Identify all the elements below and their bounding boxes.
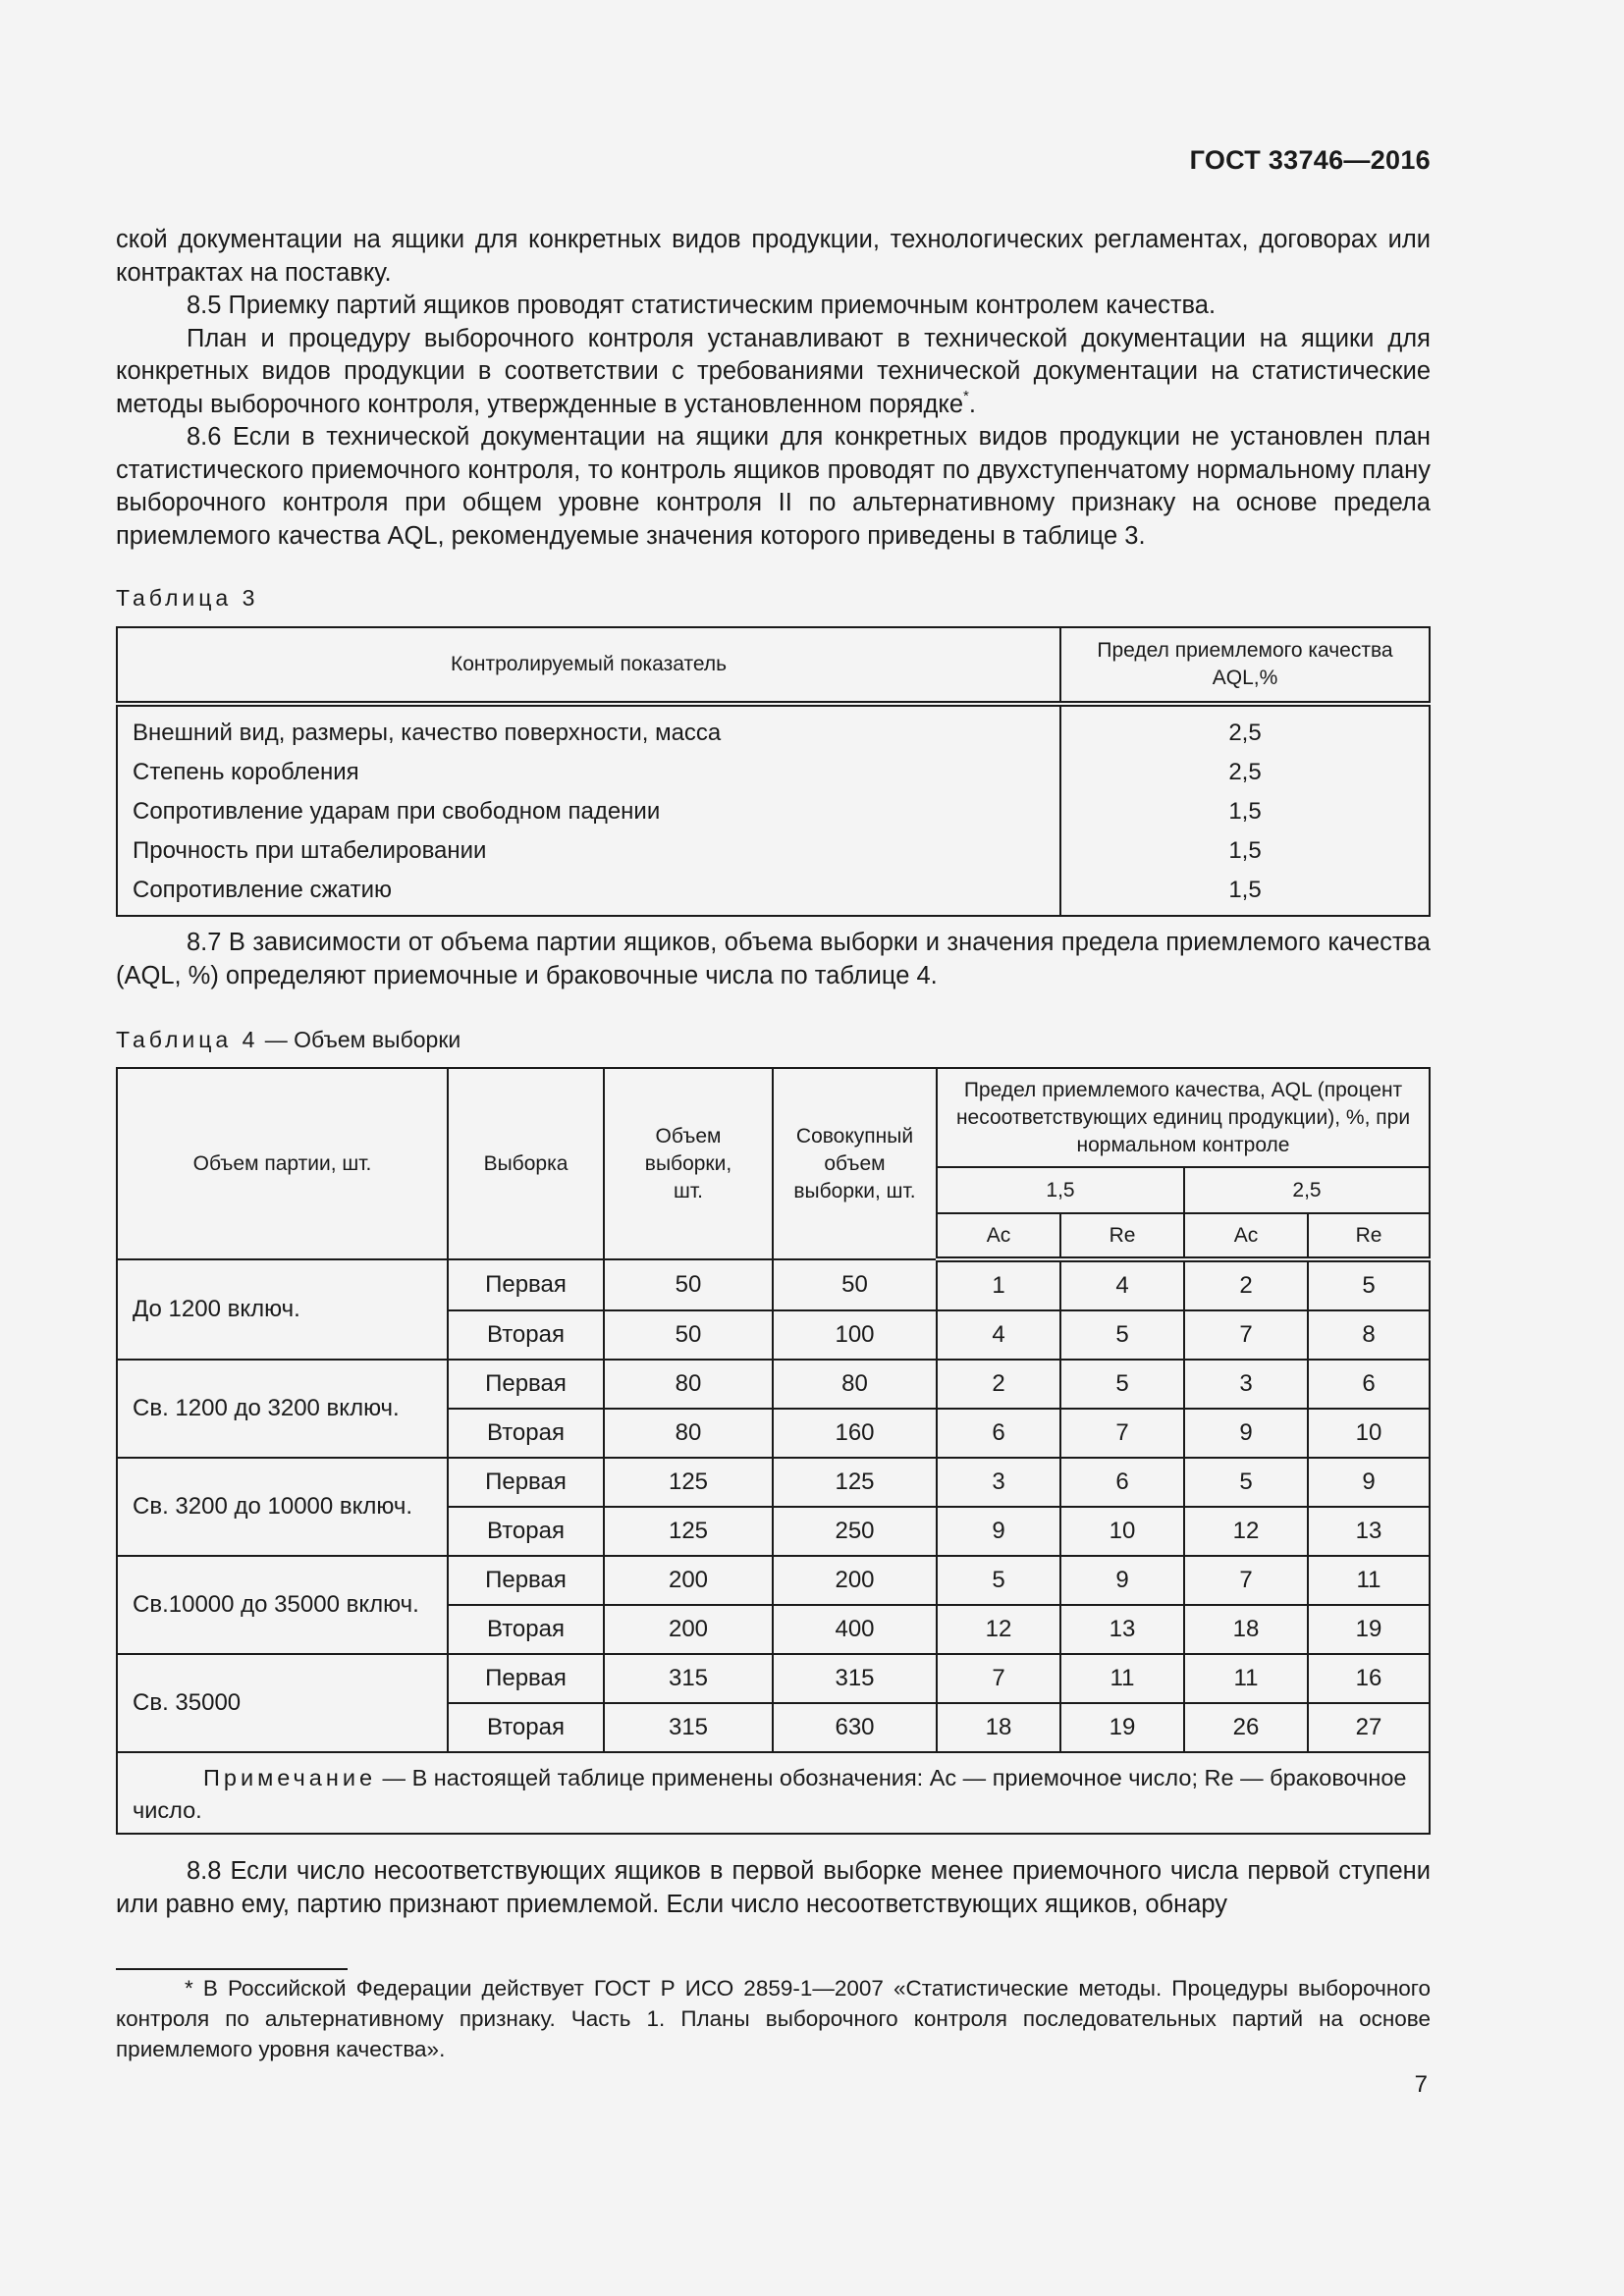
table4-cell: 5 xyxy=(1060,1360,1184,1409)
table4-cell: 9 xyxy=(937,1507,1060,1556)
table4-cell: 12 xyxy=(937,1605,1060,1654)
table-row xyxy=(117,753,1430,792)
table4-cell: 6 xyxy=(1308,1360,1430,1409)
table4-cell: 4 xyxy=(937,1310,1060,1360)
table4-header-aql-1-5: 1,5 xyxy=(937,1167,1184,1213)
table4-cell: Первая xyxy=(448,1556,604,1605)
paragraph-8-5: 8.5 Приемку партий ящиков проводят статистическим приемочным контролем качества. xyxy=(187,292,1217,319)
table4-header-lot: Объем партии, шт. xyxy=(117,1068,448,1259)
table3-cell: 1,5 xyxy=(1060,792,1430,831)
table4-cell: 200 xyxy=(773,1556,937,1605)
document-code: ГОСТ 33746—2016 xyxy=(1189,145,1431,175)
table-row xyxy=(117,1458,1430,1507)
table4-cell: 19 xyxy=(1308,1605,1430,1654)
paragraph-8-6: 8.6 Если в технической документации на ящики для конкретных видов продукции не установлен план статистического приемочного контроля, то контроль ящиков проводят по двухступенчатому нормальному плану выборочного контроля при общем уровне контроля II по альтернативному признаку на основе предела приемлемого качества AQL, рекомендуемые значения которого приведены в таблице 3. xyxy=(116,423,1431,550)
table4-cell: 4 xyxy=(1060,1259,1184,1310)
table-row xyxy=(117,1259,1430,1310)
table4-cell: 12 xyxy=(1184,1507,1308,1556)
paragraph-8-7: 8.7 В зависимости от объема партии ящиков, объема выборки и значения предела приемлемого качества (AQL, %) определяют приемочные и браковочные числа по таблице 4. xyxy=(116,929,1431,989)
table3-header-indicator: Контролируемый показатель xyxy=(117,627,1060,704)
table4-header-aql: Предел приемлемого качества, AQL (процент несоответствующих единиц продукции), %, при нормальном контроле xyxy=(937,1068,1430,1167)
footnote-divider xyxy=(116,1968,348,1970)
table-row xyxy=(117,704,1430,753)
table4-cell: 100 xyxy=(773,1310,937,1360)
table4-cell: 5 xyxy=(937,1556,1060,1605)
paragraph-sampling-plan xyxy=(116,323,1431,422)
table4-cell: 50 xyxy=(604,1259,773,1310)
table4-cell: Вторая xyxy=(448,1703,604,1752)
table4-cell: 9 xyxy=(1308,1458,1430,1507)
table4-cell: 18 xyxy=(937,1703,1060,1752)
table4-cell: 13 xyxy=(1308,1507,1430,1556)
paragraph-sampling-plan-end: . xyxy=(968,390,976,418)
table4-cell: 3 xyxy=(937,1458,1060,1507)
table3-cell: Внешний вид, размеры, качество поверхности, масса xyxy=(117,704,1060,753)
table-row xyxy=(117,1360,1430,1409)
table4-cell: 5 xyxy=(1184,1458,1308,1507)
table-row xyxy=(117,831,1430,871)
table4-cell: 315 xyxy=(604,1654,773,1703)
table4-cell: Вторая xyxy=(448,1605,604,1654)
table4-cell: 200 xyxy=(604,1605,773,1654)
table4-cell: 11 xyxy=(1308,1556,1430,1605)
table4-cell: 8 xyxy=(1308,1310,1430,1360)
table4-cell: 125 xyxy=(773,1458,937,1507)
table4-cell: Вторая xyxy=(448,1507,604,1556)
table4-cell: 19 xyxy=(1060,1703,1184,1752)
table4-cell: 9 xyxy=(1184,1409,1308,1458)
lot-size-cell: До 1200 включ. xyxy=(117,1259,448,1360)
table3-cell: Степень коробления xyxy=(117,753,1060,792)
paragraph-sampling-plan-text: План и процедуру выборочного контроля устанавливают в технической документации на ящики для конкретных видов продукции в соответствии с требованиями технической документации на статистические методы выборочного контроля, утвержденные в установленном порядке xyxy=(116,324,1431,418)
table4-header-cumulative: Совокупный объем выборки, шт. xyxy=(773,1068,937,1259)
table4-cell: 11 xyxy=(1060,1654,1184,1703)
body-text xyxy=(116,224,1431,553)
table-row xyxy=(117,871,1430,916)
table4-cell: 630 xyxy=(773,1703,937,1752)
table4-cell: 315 xyxy=(604,1703,773,1752)
footnote-text: * В Российской Федерации действует ГОСТ Р ИСО 2859-1—2007 «Статистические методы. Процедуры выборочного контроля по альтернативному признаку. Часть 1. Планы выборочного контроля последовательных партий на основе приемлемого уровня качества». xyxy=(116,1976,1431,2061)
table-3 xyxy=(116,626,1431,917)
table-4 xyxy=(116,1067,1431,1835)
table4-cell: 80 xyxy=(773,1360,937,1409)
table3-cell: Сопротивление ударам при свободном падении xyxy=(117,792,1060,831)
footnote xyxy=(116,1973,1431,2064)
table4-cell: 5 xyxy=(1060,1310,1184,1360)
table3-cell: Прочность при штабелировании xyxy=(117,831,1060,871)
table4-header-sample-size: Объем выборки, шт. xyxy=(604,1068,773,1259)
table4-cell: 2 xyxy=(1184,1259,1308,1310)
table4-cell: 13 xyxy=(1060,1605,1184,1654)
table4-cell: 3 xyxy=(1184,1360,1308,1409)
table4-cell: 400 xyxy=(773,1605,937,1654)
lot-size-cell: Св. 3200 до 10000 включ. xyxy=(117,1458,448,1556)
table3-cell: Сопротивление сжатию xyxy=(117,871,1060,916)
footnote-marker[interactable]: * xyxy=(963,387,969,404)
table4-header-aql-2-5: 2,5 xyxy=(1184,1167,1430,1213)
table3-header-aql: Предел приемлемого качества AQL,% xyxy=(1060,627,1430,704)
table4-cell: 6 xyxy=(1060,1458,1184,1507)
table4-cell: 26 xyxy=(1184,1703,1308,1752)
table4-note-label: Примечание xyxy=(203,1765,377,1790)
table4-cell: 80 xyxy=(604,1360,773,1409)
table4-cell: 50 xyxy=(773,1259,937,1310)
table4-cell: 7 xyxy=(1184,1556,1308,1605)
table4-cell: 10 xyxy=(1308,1409,1430,1458)
paragraph-continuation: ской документации на ящики для конкретных видов продукции, технологических регламентах, договорах или контрактах на поставку. xyxy=(116,226,1431,287)
table4-cell: 160 xyxy=(773,1409,937,1458)
table4-cell: 16 xyxy=(1308,1654,1430,1703)
page-number: 7 xyxy=(1414,2071,1428,2098)
table4-cell: 7 xyxy=(1184,1310,1308,1360)
table4-note-text: — В настоящей таблице применены обозначения: Ac — приемочное число; Re — браковочное число. xyxy=(133,1765,1407,1823)
lot-size-cell: Св. 35000 xyxy=(117,1654,448,1752)
table4-cell: 10 xyxy=(1060,1507,1184,1556)
table3-cell: 2,5 xyxy=(1060,704,1430,753)
table3-caption: Таблица 3 xyxy=(116,585,259,611)
lot-size-cell: Св.10000 до 35000 включ. xyxy=(117,1556,448,1654)
table4-cell: Первая xyxy=(448,1360,604,1409)
table3-cell: 2,5 xyxy=(1060,753,1430,792)
table3-cell: 1,5 xyxy=(1060,871,1430,916)
table4-cell: 80 xyxy=(604,1409,773,1458)
table-row xyxy=(117,792,1430,831)
table4-cell: Первая xyxy=(448,1458,604,1507)
table-row xyxy=(117,1556,1430,1605)
table4-cell: 315 xyxy=(773,1654,937,1703)
table4-cell: Вторая xyxy=(448,1310,604,1360)
table4-cell: 2 xyxy=(937,1360,1060,1409)
table-row xyxy=(117,1654,1430,1703)
table4-cell: 6 xyxy=(937,1409,1060,1458)
table4-header-re: Re xyxy=(1308,1213,1430,1259)
table4-header-re: Re xyxy=(1060,1213,1184,1259)
table4-cell: 27 xyxy=(1308,1703,1430,1752)
paragraph-8-8: 8.8 Если число несоответствующих ящиков в первой выборке менее приемочного числа первой ступени или равно ему, партию признают приемлемой. Если число несоответствующих ящиков, обнару xyxy=(116,1857,1431,1918)
table4-caption-title: — Объем выборки xyxy=(258,1027,461,1052)
table4-cell: Первая xyxy=(448,1654,604,1703)
table4-cell: 200 xyxy=(604,1556,773,1605)
table4-cell: 1 xyxy=(937,1259,1060,1310)
table4-cell: 9 xyxy=(1060,1556,1184,1605)
table4-cell: 125 xyxy=(604,1458,773,1507)
table4-note xyxy=(117,1752,1430,1834)
table3-cell: 1,5 xyxy=(1060,831,1430,871)
table4-header-ac: Ac xyxy=(1184,1213,1308,1259)
table4-header-ac: Ac xyxy=(937,1213,1060,1259)
table4-header-sample: Выборка xyxy=(448,1068,604,1259)
table4-caption-label: Таблица 4 xyxy=(116,1027,259,1052)
body-text-3 xyxy=(116,1855,1431,1921)
table4-cell: 7 xyxy=(1060,1409,1184,1458)
table4-cell: 7 xyxy=(937,1654,1060,1703)
table4-cell: 18 xyxy=(1184,1605,1308,1654)
table-note-row xyxy=(117,1752,1430,1834)
table4-caption xyxy=(116,1027,460,1053)
body-text-2 xyxy=(116,927,1431,992)
table4-cell: 250 xyxy=(773,1507,937,1556)
table4-cell: Первая xyxy=(448,1259,604,1310)
table4-cell: 50 xyxy=(604,1310,773,1360)
table4-cell: 11 xyxy=(1184,1654,1308,1703)
table4-cell: Вторая xyxy=(448,1409,604,1458)
table4-cell: 125 xyxy=(604,1507,773,1556)
lot-size-cell: Св. 1200 до 3200 включ. xyxy=(117,1360,448,1458)
table4-cell: 5 xyxy=(1308,1259,1430,1310)
